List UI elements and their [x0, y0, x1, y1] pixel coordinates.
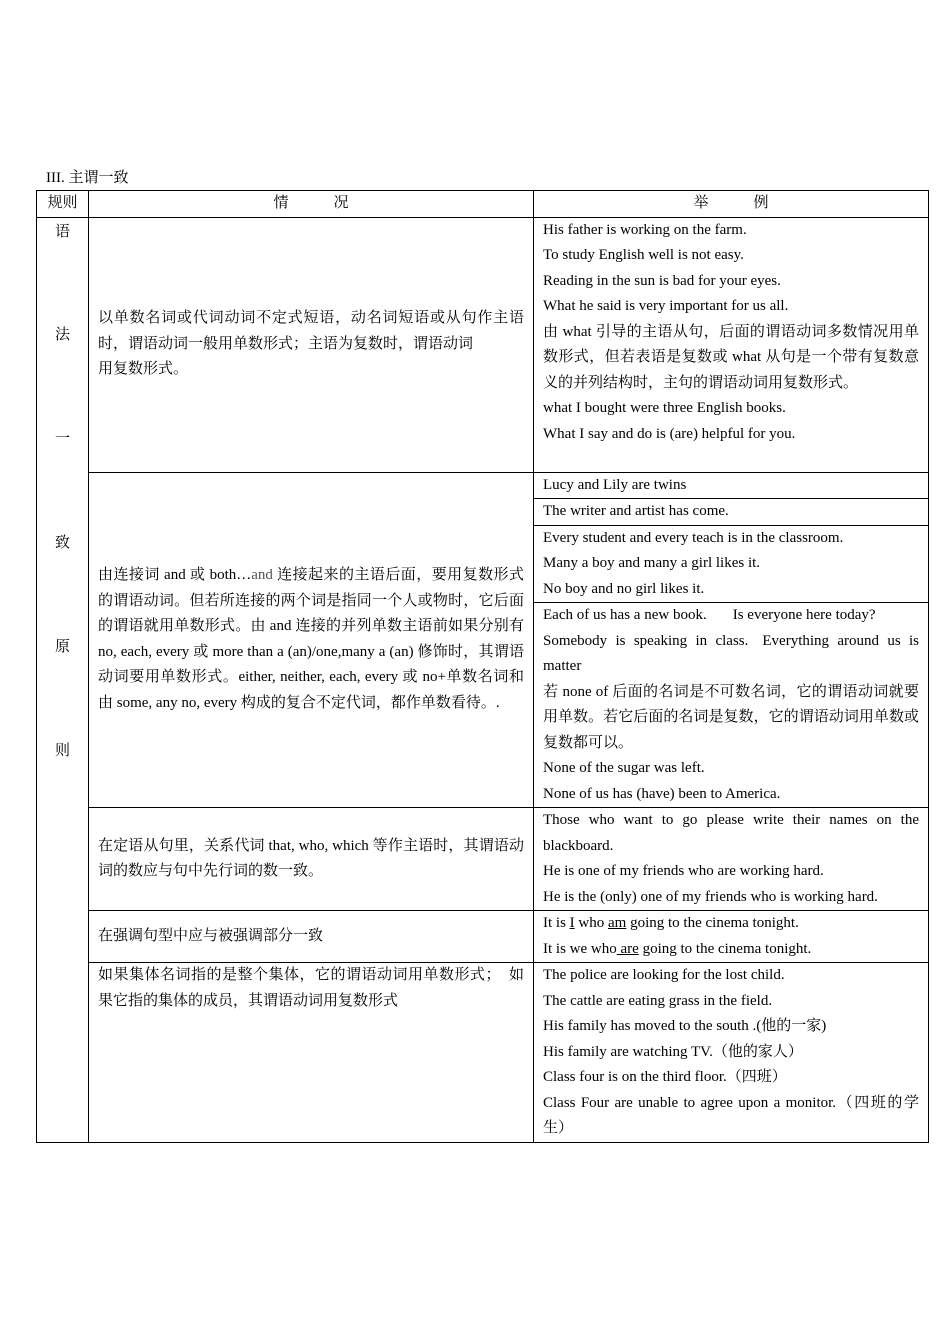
rule-column — [37, 217, 89, 1142]
example-line: To study English well is not easy. — [543, 247, 744, 263]
example-line — [543, 937, 919, 963]
example-text: going to the cinema tonight. — [638, 940, 812, 957]
rule-char: 致 — [54, 535, 70, 552]
emphasis-text: am — [608, 915, 627, 931]
example-line: His father is working on the farm. — [543, 221, 747, 238]
example-cell — [534, 217, 929, 472]
example-line: His family are watching TV.（他的家人） — [543, 1043, 803, 1060]
example-line: Every student and every teach is in the classroom. — [543, 529, 844, 546]
situation-text: 连接起来的主语后面，要用复数形式的谓语动词。但若所连接的两个词是指同一个人或物时，它后面的谓语就用单数形式。由 and 连接的并列单数主语前如果分别有 no, each, every 或 more than a (an)/one,many a (an) 修饰时，其谓语动词要用单数形式。either, neither, each, every 或 no+单数名词和由 some, any no, every 构成的复合不定代词，都作单数看待。. — [98, 567, 524, 711]
example-line: No boy and no girl likes it. — [543, 580, 705, 597]
example-line: What I say and do is (are) helpful for you. — [543, 425, 796, 442]
example-text: Is everyone here today? — [732, 607, 876, 623]
emphasis-text: are — [616, 940, 639, 957]
section-title: III. 主谓一致 — [46, 170, 129, 186]
situation-text: 在定语从句里，关系代词 that, who, which 等作主语时，其谓语动词的数应与句中先行词的数一致。 — [98, 837, 524, 879]
situation-cell — [89, 911, 534, 963]
table-row — [37, 963, 929, 1143]
example-line: The cattle are eating grass in the field. — [543, 992, 773, 1009]
example-cell — [534, 472, 929, 808]
rule-char: 法 — [54, 327, 70, 344]
example-line: Lucy and Lily are twins — [543, 476, 687, 493]
example-line: His family has moved to the south .(他的一家) — [543, 1018, 827, 1034]
situation-text: 以单数名词或代词动词不定式短语，动名词短语或从句作主语时，谓语动词一般用单数形式；主语为复数时，谓语动词 — [98, 310, 524, 352]
example-line: None of the sugar was left. — [543, 760, 705, 776]
situation-cell — [89, 963, 534, 1143]
header-example: 举 例 — [534, 191, 929, 218]
example-text: who — [574, 915, 609, 931]
rule-char: 原 — [54, 639, 70, 656]
rule-char: 语 — [54, 223, 70, 240]
example-line: Class four is on the third floor.（四班） — [543, 1069, 787, 1085]
example-group — [534, 525, 928, 603]
table-row — [37, 472, 929, 808]
example-text: Somebody is speaking in class. — [543, 632, 749, 649]
example-line: The writer and artist has come. — [543, 503, 729, 519]
example-text: Each of us has a new book. — [543, 607, 707, 623]
example-line: The police are looking for the lost child. — [543, 967, 785, 983]
situation-text: 由连接词 and 或 both… — [98, 567, 252, 584]
situation-text: 用复数形式。 — [98, 361, 189, 378]
example-text: going to the cinema tonight. — [626, 915, 799, 931]
rule-char: 一 — [54, 431, 70, 448]
example-line: Many a boy and many a girl likes it. — [543, 555, 761, 571]
table-row — [37, 808, 929, 911]
example-note: 若 none of 后面的名词是不可数名词，它的谓语动词就要用单数。若它后面的名词是复数，它的谓语动词用单数或复数都可以。 — [543, 683, 919, 751]
example-text: It is we who — [543, 940, 617, 957]
table-row — [37, 217, 929, 472]
header-situation: 情 况 — [89, 191, 534, 218]
example-group — [534, 602, 928, 807]
example-group — [534, 498, 928, 525]
situation-cell — [89, 808, 534, 911]
situation-text: 在强调句型中应与被强调部分一致 — [98, 927, 324, 944]
example-cell — [534, 808, 929, 911]
example-cell — [534, 963, 929, 1143]
example-line: None of us has (have) been to America. — [543, 785, 781, 802]
example-text: It is — [543, 915, 570, 931]
example-line: Class Four are unable to agree upon a monitor.（四班的学生） — [543, 1094, 919, 1136]
example-line: What he said is very important for us all. — [543, 298, 789, 314]
example-line: what I bought were three English books. — [543, 400, 786, 416]
header-rule: 规则 — [37, 191, 89, 218]
rule-char: 则 — [54, 742, 70, 759]
example-line — [543, 603, 919, 629]
example-line: He is the (only) one of my friends who is working hard. — [543, 888, 878, 905]
situation-cell — [89, 472, 534, 808]
table-header-row — [37, 191, 929, 218]
example-line: He is one of my friends who are working hard. — [543, 863, 824, 879]
example-line — [543, 911, 919, 937]
example-line — [543, 629, 919, 680]
example-note: 由 what 引导的主语从句，后面的谓语动词多数情况用单数形式，但若表语是复数或 what 从句是一个带有复数意义的并列结构时，主句的谓语动词用复数形式。 — [543, 323, 919, 391]
example-text: Everything around us is matter — [543, 632, 919, 674]
situation-cell — [89, 217, 534, 472]
example-cell — [534, 911, 929, 963]
emphasis-text: I — [569, 915, 575, 931]
example-line: Those who want to go please write their names on the blackboard. — [543, 812, 919, 854]
situation-text: 如果集体名词指的是整个集体，它的谓语动词用单数形式； 如果它指的集体的成员，其谓语动词用复数形式 — [98, 967, 524, 1009]
table-row — [37, 911, 929, 963]
example-line: Reading in the sun is bad for your eyes. — [543, 272, 781, 289]
situation-text: and — [251, 567, 273, 584]
example-group — [543, 473, 919, 499]
grammar-table — [36, 190, 929, 1143]
